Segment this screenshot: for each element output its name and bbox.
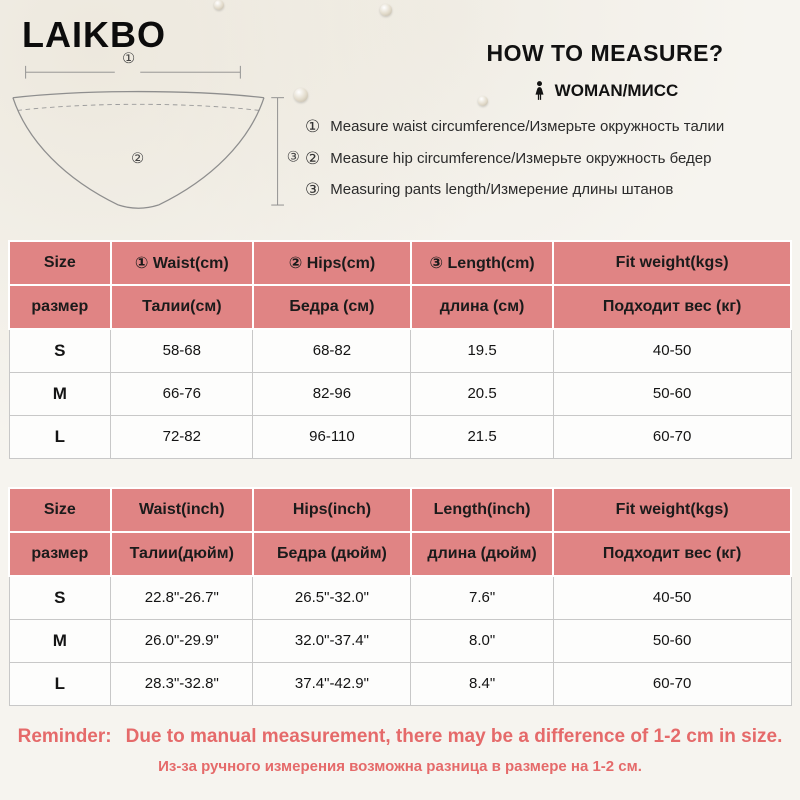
column-header: Бедра (см) <box>253 285 411 329</box>
table-cell: L <box>9 415 111 458</box>
table-cell: 37.4"-42.9" <box>253 662 411 705</box>
table-cell: 60-70 <box>553 415 791 458</box>
audience-label: WOMAN/МИСС <box>554 80 679 100</box>
table-cell: 7.6" <box>411 576 553 619</box>
diagram-label-1: ① <box>122 50 136 68</box>
table-cell: 68-82 <box>253 329 411 372</box>
column-header: Length(inch) <box>411 488 553 532</box>
instruction-text: Measure hip circumference/Измерьте окружность бедер <box>330 149 712 167</box>
reminder-label: Reminder: <box>17 726 112 747</box>
column-header: Fit weight(kgs) <box>553 488 791 532</box>
table-row <box>9 619 791 662</box>
table-cell: 60-70 <box>553 662 791 705</box>
diagram-label-3: ③ <box>286 148 300 166</box>
size-table-inch <box>8 487 792 706</box>
instruction-item <box>305 180 795 200</box>
instruction-item <box>305 117 795 137</box>
pearl-decoration <box>214 0 224 10</box>
column-header: Fit weight(kgs) <box>553 241 791 285</box>
column-header: ① Waist(cm) <box>111 241 253 285</box>
column-header: Hips(inch) <box>253 488 411 532</box>
table-row <box>9 662 791 705</box>
table-cell: 22.8"-26.7" <box>111 576 253 619</box>
table-cell: 96-110 <box>253 415 411 458</box>
column-header: Подходит вес (кг) <box>553 532 791 576</box>
column-header: Size <box>9 488 111 532</box>
table-cell: M <box>9 372 111 415</box>
table-row <box>9 576 791 619</box>
table-cell: 40-50 <box>553 576 791 619</box>
instruction-number: ① <box>305 117 321 136</box>
instructions-list <box>305 117 795 212</box>
column-header: Талии(см) <box>111 285 253 329</box>
reminder-text-en: Due to manual measurement, there may be a difference of 1-2 cm in size. <box>125 726 783 747</box>
column-header: Waist(inch) <box>111 488 253 532</box>
table-cell: 20.5 <box>411 372 553 415</box>
column-header: Талии(дюйм) <box>111 532 253 576</box>
table-row-header-en <box>9 488 791 532</box>
table-cell: 82-96 <box>253 372 411 415</box>
instruction-text: Measure waist circumference/Измерьте окружность талии <box>330 118 725 135</box>
table-cell: 26.0"-29.9" <box>111 619 253 662</box>
column-header: ③ Length(cm) <box>411 241 553 285</box>
instruction-number: ② <box>305 148 321 168</box>
table-cell: 26.5"-32.0" <box>253 576 411 619</box>
instruction-item <box>305 149 795 169</box>
brand-logo: LAIKBO <box>22 14 166 55</box>
table-cell: S <box>9 329 111 372</box>
size-table-cm <box>8 240 792 459</box>
table-row <box>9 415 791 458</box>
reminder-line-ru: Из-за ручного измерения возможна разница в размере на 1-2 см. <box>158 758 642 775</box>
table-cell: 58-68 <box>111 329 253 372</box>
table-cell: 50-60 <box>553 372 791 415</box>
table-cell: 66-76 <box>111 372 253 415</box>
table-cell: S <box>9 576 111 619</box>
table-row <box>9 329 791 372</box>
instruction-number: ③ <box>305 180 321 200</box>
column-header: длина (дюйм) <box>411 532 553 576</box>
table-row-header-en <box>9 241 791 285</box>
column-header: длина (см) <box>411 285 553 329</box>
column-header: Подходит вес (кг) <box>553 285 791 329</box>
table-cell: 19.5 <box>411 329 553 372</box>
column-header: ② Hips(cm) <box>253 241 411 285</box>
table-cell: M <box>9 619 111 662</box>
panty-diagram-drawing <box>2 46 304 234</box>
table-cell: L <box>9 662 111 705</box>
table-cell: 32.0"-37.4" <box>253 619 411 662</box>
panty-measurement-diagram <box>2 46 304 234</box>
woman-icon <box>532 80 547 101</box>
reminder-line-en <box>0 726 800 748</box>
diagram-label-2: ② <box>131 150 145 168</box>
table-cell: 21.5 <box>411 415 553 458</box>
reminder-block <box>0 726 800 775</box>
table-cell: 40-50 <box>553 329 791 372</box>
table-cell: 50-60 <box>553 619 791 662</box>
table-row-header-ru <box>9 285 791 329</box>
table-row <box>9 372 791 415</box>
column-header: Бедра (дюйм) <box>253 532 411 576</box>
audience-row <box>420 80 790 101</box>
pearl-decoration <box>380 4 392 16</box>
column-header: размер <box>9 285 111 329</box>
table-cell: 8.0" <box>411 619 553 662</box>
page-title: HOW TO MEASURE? <box>486 40 724 66</box>
table-cell: 8.4" <box>411 662 553 705</box>
table-cell: 72-82 <box>111 415 253 458</box>
table-cell: 28.3"-32.8" <box>111 662 253 705</box>
instruction-text: Measuring pants length/Измерение длины штанов <box>330 181 674 199</box>
column-header: Size <box>9 241 111 285</box>
column-header: размер <box>9 532 111 576</box>
table-row-header-ru <box>9 532 791 576</box>
